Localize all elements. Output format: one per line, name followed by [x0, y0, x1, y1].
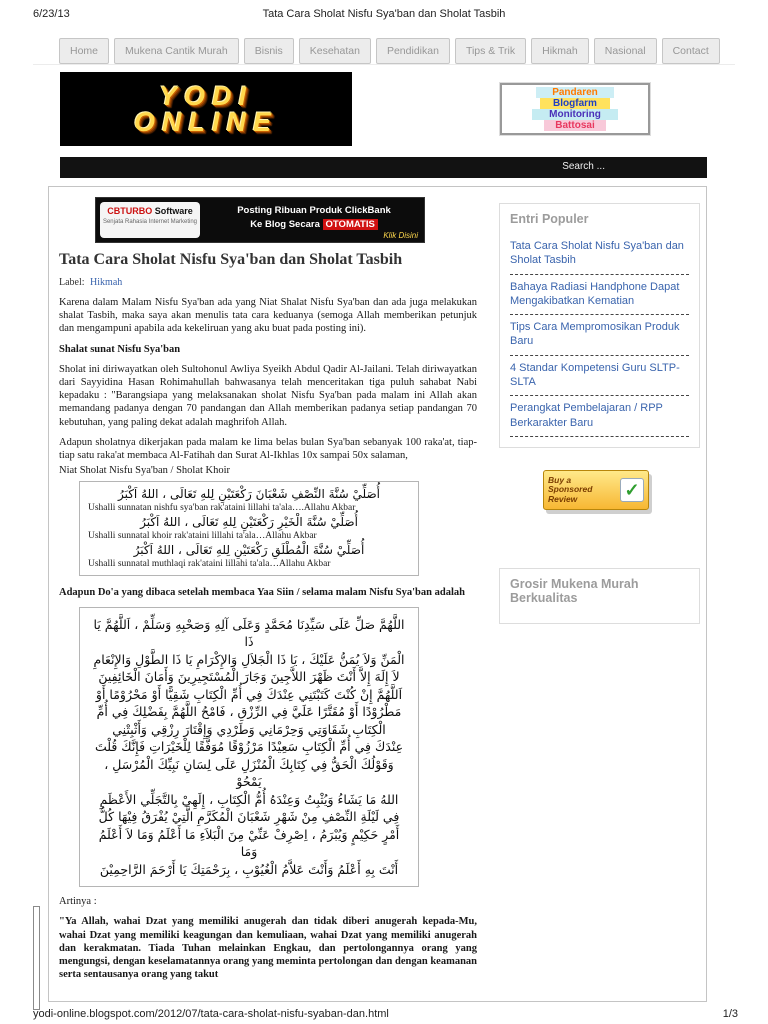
nav-item-pendidikan[interactable]: Pendidikan — [376, 38, 450, 64]
niat-latin-3: Ushalli sunnatal muthlaqi rak'ataini lillahi ta'ala…Allahu Akbar — [88, 559, 331, 570]
ad-brand — [102, 206, 198, 216]
niat-latin-2: Ushalli sunnatal khoir rak'ataini lillahi ta'ala…Allahu Akbar — [88, 531, 317, 542]
niat-box — [79, 481, 419, 576]
dua-line: مَطْرُوْدًا أَوْ مُقَتَّرًا عَلَيَّ فِي الرِّزْقِ ، فَامْحُ اللَّهُمَّ بِفَضْلِكَ فِي أُمِّ — [96, 704, 402, 720]
nav-item-home[interactable]: Home — [59, 38, 109, 64]
search-input[interactable]: Search ... — [562, 161, 605, 172]
print-footer — [0, 1008, 768, 1022]
dua-line: أَنْتَ بِهِ أَعْلَمُ وَأَنْتَ عَلاَّمُ الْغُيُوْبِ ، بِرَحْمَتِكَ يَا أَرْحَمَ الرَّاحِمِيْنَ — [99, 861, 399, 877]
paragraph-intro: Karena dalam Malam Nisfu Sya'ban ada yang Niat Shalat Nisfu Sya'ban dan ada juga melakukan shalat Tasbih, maka saya akan menulis tata cara keduanya (semoga Allah memberikan petunjuk dan mengampuni apabila ada kekeliruan yang aku buat pada posting ini). — [59, 297, 477, 335]
dua-line: أَمْرٍ حَكِيْمٍ وَيُبْرَمُ ، اِصْرِفْ عَنِّيْ مِنَ الْبَلاَءِ مَا أَعْلَمُ وَمَا لاَ أَعْلَمُ وَمَا — [98, 826, 400, 860]
page-edge-artifact — [33, 906, 40, 1010]
paragraph-translation: "Ya Allah, wahai Dzat yang memiliki anugerah dan tidak diberi anugerah kepada-Mu, wahai Dzat yang memiliki keagungan dan kemuliaan, wahai Dzat yang memiliki anugerah dan kerakmatan. Tiada Tuhan melainkan Engkau, dan pertolongannya orang yang mengungsi, dengan keselamatannya orang yang meminta pertolongan dan dengan keamanan serta sentausanya orang yang takut — [59, 916, 477, 981]
artinya-label: Artinya : — [59, 896, 97, 908]
badge-line-blogfarm: Blogfarm — [540, 98, 610, 109]
paragraph-tatacara: Adapun sholatnya dikerjakan pada malam ke lima belas bulan Sya'ban sebanyak 100 raka'at, tiap-tiap satu raka'at membaca Al-Fatihah dan Surat Al-Ikhlas 10x sampai 50x salaman, — [59, 436, 477, 462]
nav-item-mukena-cantik-murah[interactable]: Mukena Cantik Murah — [114, 38, 239, 64]
pandaren-blogfarm-badge[interactable] — [500, 83, 650, 135]
sponsored-badge-line2: Sponsored — [548, 484, 593, 495]
ad-line2-text: Ke Blog Secara — [250, 219, 320, 230]
site-logo-line1: YODI — [158, 81, 253, 111]
print-date: 6/23/13 — [33, 8, 70, 20]
content-area — [48, 186, 707, 1002]
paragraph-niat-label: Niat Sholat Nisfu Sya'ban / Sholat Khoir — [59, 465, 231, 477]
paragraph-riwayat: Sholat ini diriwayatkan oleh Sultohonul Awliya Syeikh Abdul Qadir Al-Jailani. Telah diriwayatkan dari Sayyidina Hasan Rohimahullah bahwasanya telah menceritakan tiga puluh sahabat Nabi kepadaku : "Barangsiapa yang melaksanakan sholat Nisfu Sya'ban pada malam ini Allah akan memandang padanya dengan 70 pandangan dan Allah memberikan padanya setiap pandangan 70 kebutuhan, yang paling dekat adalah maghrifoh Allah. — [59, 363, 477, 428]
ad-brand-box — [100, 202, 200, 238]
grosir-widget — [499, 568, 700, 624]
site-header — [60, 72, 707, 146]
heading-shalat-sunat: Shalat sunat Nisfu Sya'ban — [59, 343, 181, 355]
site-logo-line2: ONLINE — [133, 107, 278, 137]
label-prefix: Label: — [59, 277, 85, 288]
dua-line: فِي لَيْلَةِ النِّصْفِ مِنْ شَهْرِ شَعْبَانَ الْمُكَرَّمِ الَّتِيْ يُفْرَقُ فِيْهَا كُلُّ — [98, 809, 400, 825]
popular-post-link-3[interactable]: Tips Cara Mempromosikan Produk Baru — [510, 315, 689, 356]
dua-line: الْمَنِّ وَلاَ يُمَنُّ عَلَيْكَ ، يَا ذَا الْجَلاَلِ وَالإِكْرَامِ يَا ذَا الطَّوْلِ وَالإِنْعَامِ — [93, 651, 405, 667]
ad-brand-sub: Software — [154, 206, 193, 216]
main-nav — [59, 38, 720, 64]
sponsored-review-badge[interactable] — [543, 470, 649, 510]
nav-item-contact[interactable]: Contact — [662, 38, 720, 64]
popular-post-link-2[interactable]: Bahaya Radiasi Handphone Dapat Mengakibatkan Kematian — [510, 275, 689, 316]
footer-page-number: 1/3 — [722, 1008, 738, 1020]
dua-line: لاَ إِلَهَ إِلاَّ أَنْتَ ظَهْرَ اللاَّجِينَ وَجَارَ الْمُسْتَجِيرِينَ وَأَمَانَ الْخَائِفِينَ — [98, 669, 400, 685]
article-column — [49, 187, 485, 1001]
dua-line: عِنْدَكَ فِي أُمِّ الْكِتَابِ سَعِيْدًا مَرْزُوْقًا مُوَفَّقًا لِلْخَيْرَاتِ فَإِنَّكَ قُلْتَ — [94, 739, 404, 755]
nav-divider — [33, 64, 735, 65]
popular-post-link-1[interactable]: Tata Cara Sholat Nisfu Sya'ban dan Sholat Tasbih — [510, 234, 689, 275]
badge-line-pandaren: Pandaren — [536, 87, 614, 98]
niat-arabic-1: أُصَلِّيْ سُنَّةَ النِّصْفِ شَعْبَانَ رَكْعَتَيْنِ لِلهِ تَعَالَى ، اللهُ اَكْبَرُ — [117, 487, 381, 502]
dua-box — [79, 607, 419, 888]
niat-latin-1: Ushalli sunnatan nishfu sya'ban rak'ataini lillahi ta'ala….Allahu Akbar — [88, 503, 356, 514]
ad-cta: Klik Disini — [383, 231, 418, 240]
sponsored-badge-text — [548, 476, 620, 505]
ad-tagline: Senjata Rahasia Internet Marketing — [102, 219, 198, 225]
ad-otomatis-highlight: OTOMATIS — [323, 219, 378, 230]
badge-line-monitoring: Monitoring — [532, 109, 618, 120]
popular-post-link-4[interactable]: 4 Standar Kompetensi Guru SLTP-SLTA — [510, 356, 689, 397]
label-row — [59, 277, 477, 288]
nav-item-kesehatan[interactable]: Kesehatan — [299, 38, 371, 64]
checkmark-icon: ✓ — [620, 478, 644, 502]
grosir-title: Grosir Mukena Murah Berkualitas — [510, 576, 639, 605]
popular-posts-title: Entri Populer — [510, 212, 589, 226]
dua-line: الْكِتَابِ شَقَاوَتِي وَحِرْمَانِي وَطَرْدِي وَإِقْتَارَ رِزْقِي وَأَثْبِتْنِي — [112, 721, 386, 737]
page-title: Tata Cara Sholat Nisfu Sya'ban dan Sholat Tasbih — [59, 251, 403, 268]
sidebar — [485, 187, 706, 1001]
sponsored-badge-line1: Buy a — [548, 474, 572, 485]
popular-post-link-5[interactable]: Perangkat Pembelajaran / RPP Berkarakter Baru — [510, 396, 689, 437]
ad-banner-cbturbo[interactable] — [95, 197, 425, 243]
dua-line: اللَّهُمَّ صَلِّ عَلَى سَيِّدِنَا مُحَمَّدٍ وَعَلَى آلِهِ وَصَحْبِهِ وَسَلِّمْ ، اَللَّهُمَّ يَا ذَا — [93, 616, 405, 650]
ad-line1: Posting Ribuan Produk ClickBank — [237, 205, 391, 216]
nav-item-tips-trik[interactable]: Tips & Trik — [455, 38, 526, 64]
nav-item-nasional[interactable]: Nasional — [594, 38, 657, 64]
badge-line-battosai: Battosai — [544, 120, 606, 131]
label-link-hikmah[interactable]: Hikmah — [90, 277, 123, 288]
dua-line: وَقَوْلُكَ الْحَقُّ فِي كِتَابِكَ الْمُنْزَلِ عَلَى لِسَانِ نَبِيِّكَ الْمُرْسَلِ ، يَمْحُوْ — [104, 756, 394, 790]
nav-item-hikmah[interactable]: Hikmah — [531, 38, 589, 64]
site-logo[interactable] — [60, 72, 352, 146]
footer-url: yodi-online.blogspot.com/2012/07/tata-cara-sholat-nisfu-syaban-dan.html — [33, 1008, 389, 1020]
ad-line2 — [204, 219, 424, 230]
sponsored-badge-line3: Review — [548, 493, 578, 504]
ad-brand-name: CBTURBO — [107, 206, 153, 216]
search-bar — [60, 157, 707, 178]
dua-line: اللهُ مَا يَشَاءُ وَيُثْبِتُ وَعِنْدَهُ أُمُّ الْكِتَابِ ، إِلَهِيْ بِالتَّجَلِّي الأَعْظَمِ — [99, 791, 399, 807]
dua-line: اَللَّهُمَّ إِنْ كُنْتَ كَتَبْتَنِي عِنْدَكَ فِي أُمِّ الْكِتَابِ شَقِيًّا أَوْ مَحْرُوْمًا أَوْ — [95, 686, 403, 702]
nav-item-bisnis[interactable]: Bisnis — [244, 38, 294, 64]
heading-doa: Adapun Do'a yang dibaca setelah membaca Yaa Siin / selama malam Nisfu Sya'ban adalah — [59, 587, 465, 599]
print-title: Tata Cara Sholat Nisfu Sya'ban dan Sholat Tasbih — [262, 8, 506, 20]
print-header — [0, 8, 768, 22]
niat-arabic-3: أُصَلِّيْ سُنَّةَ الْمُطْلَقِ رَكْعَتَيْنِ لِلهِ تَعَالَى ، اللهُ اَكْبَرُ — [133, 543, 365, 558]
niat-arabic-2: أُصَلِّيْ سُنَّةَ الْخَيْرِ رَكْعَتَيْنِ لِلهِ تَعَالَى ، اللهُ اَكْبَرُ — [140, 515, 358, 530]
popular-posts-widget — [499, 203, 700, 448]
